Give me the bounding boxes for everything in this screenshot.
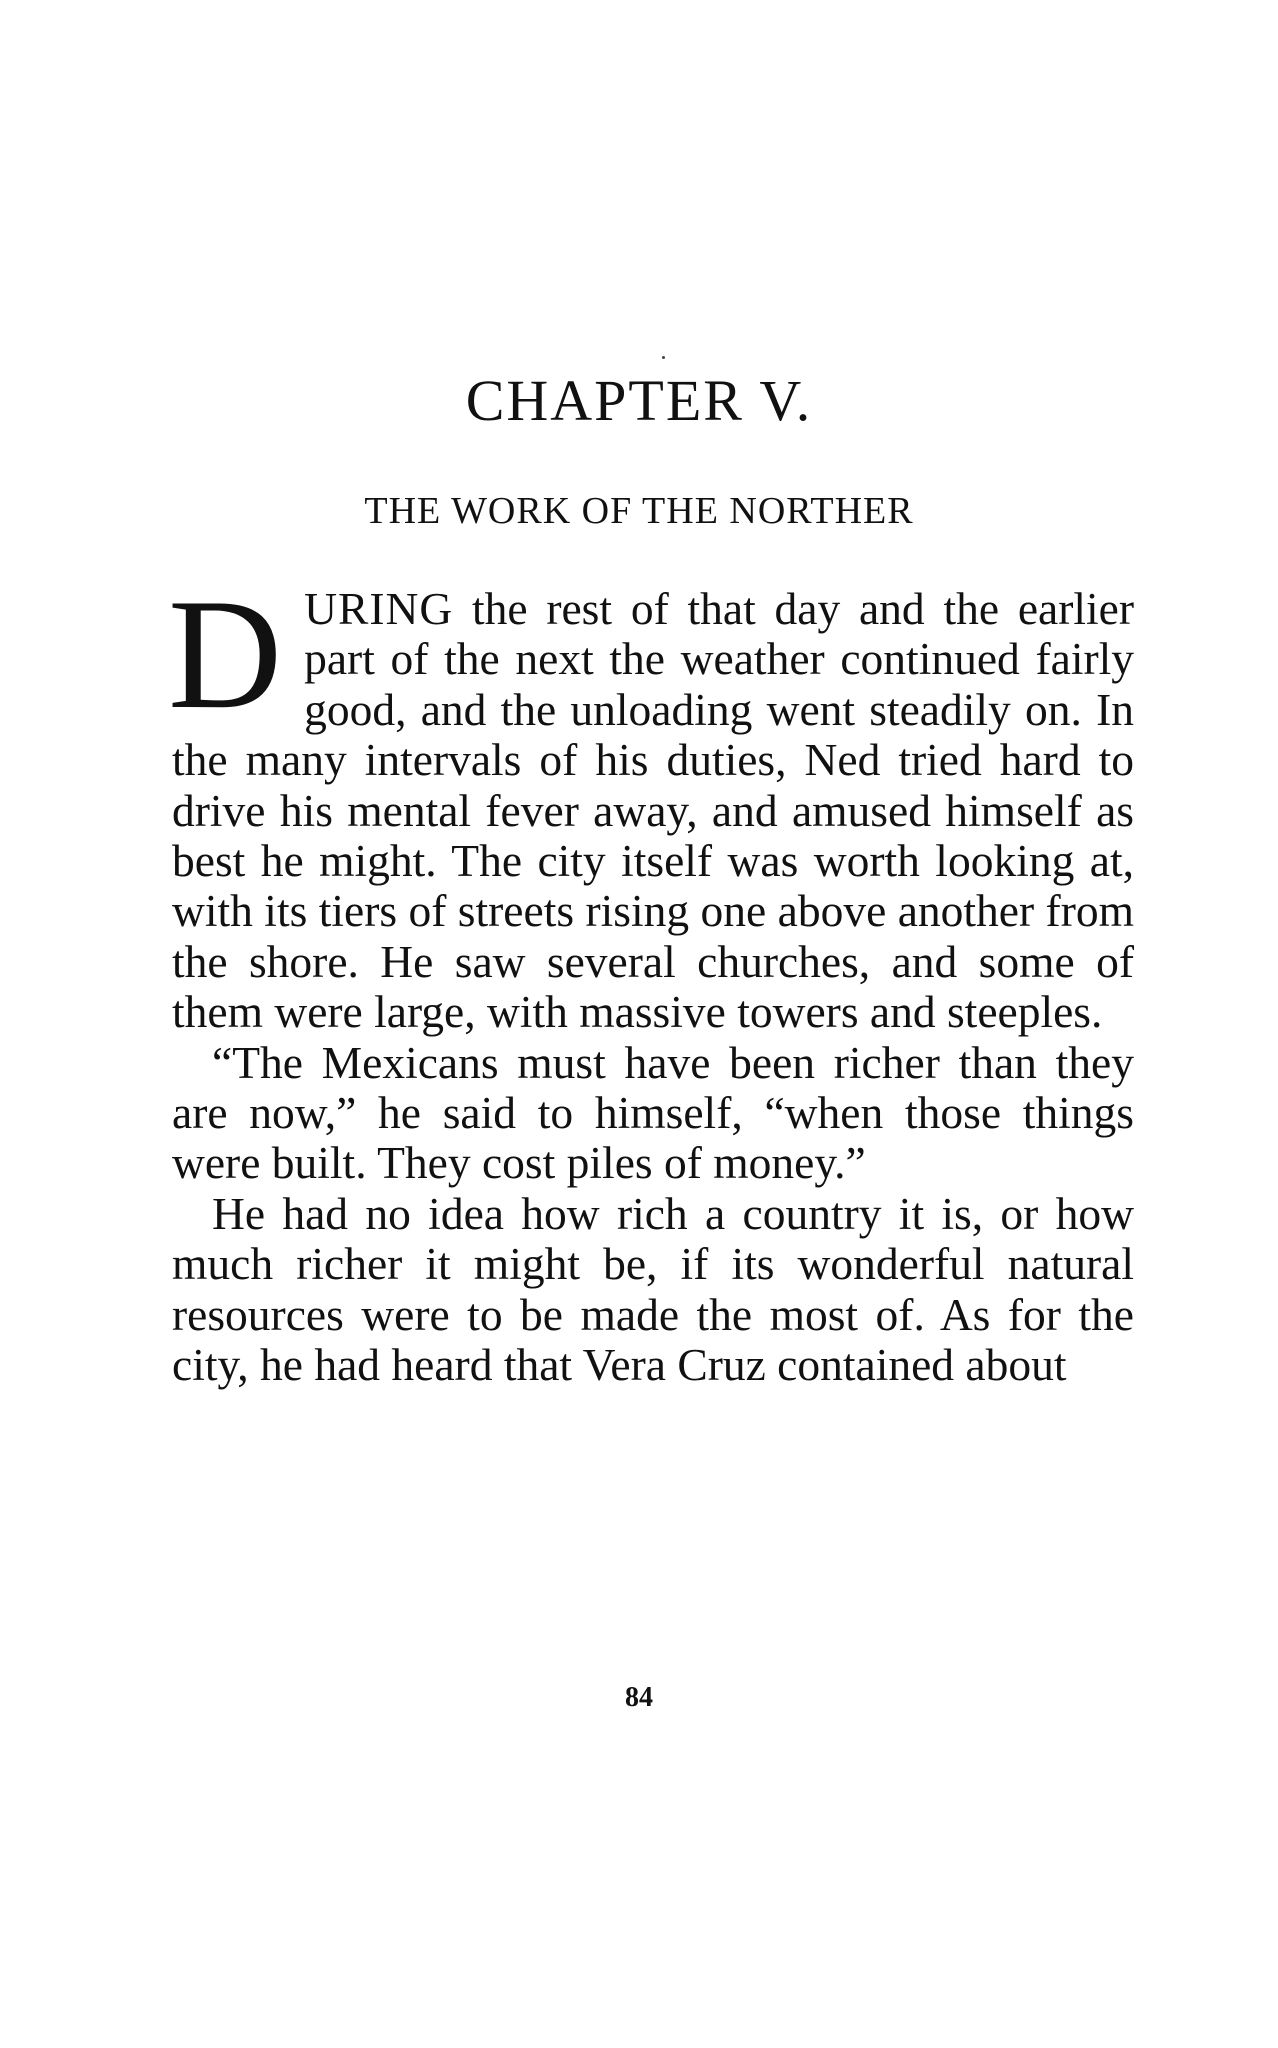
paragraph-3: He had no idea how rich a country it is, or how much richer it might be, if its wonderful natural resources were to be made the most of. As for the city, he had heard that Vera Cruz contained about (172, 1187, 1134, 1391)
paragraph-1 (168, 567, 1134, 1038)
drop-cap: D (168, 567, 283, 742)
print-speck (662, 356, 665, 359)
paragraph-2: “The Mexicans must have been richer than they are now,” he said to himself, “when those things were built. They cost piles of money.” (172, 1036, 1134, 1189)
paragraph-1-text: the rest of that day and the earlier part of the next the weather continued fairly good, and the unloading went steadily on. In the many intervals of his duties, Ned tried hard to drive his mental fever away, and amused himself as best he might. The city itself was worth looking at, with its tiers of streets rising one above another from the shore. He saw several churches, and some of them were large, with massive towers and steeples. (172, 583, 1134, 1038)
page-number: 84 (625, 1682, 653, 1713)
body-text (168, 567, 1134, 1391)
lead-in: URING (304, 583, 454, 634)
chapter-title: CHAPTER V. (465, 368, 813, 433)
chapter-subtitle: THE WORK OF THE NORTHER (364, 490, 914, 532)
